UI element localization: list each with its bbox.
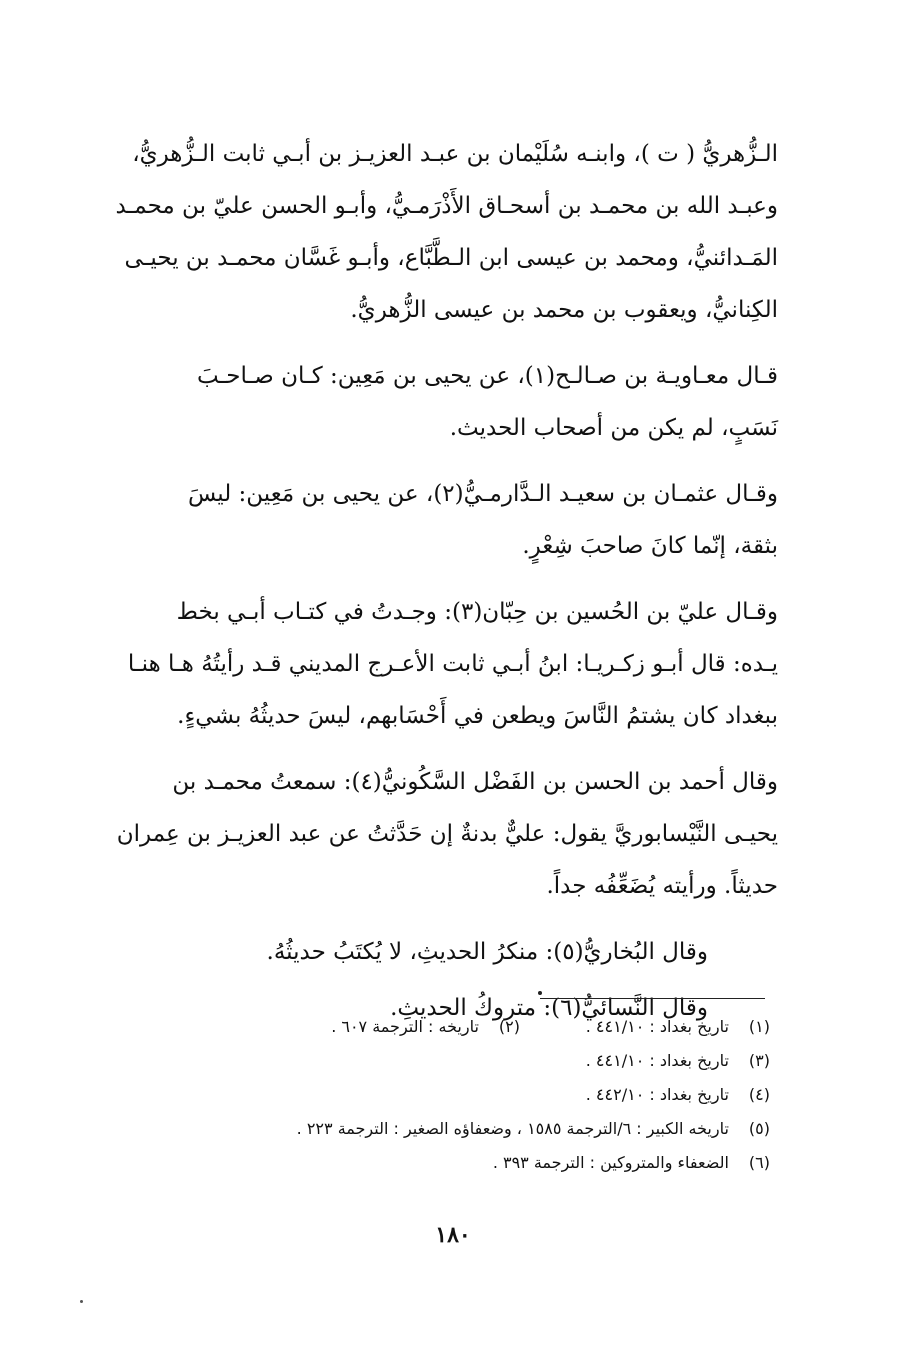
text-line: وقال النَّسائيُّ(٦): متروكُ الحديثِ. bbox=[390, 995, 708, 1021]
paragraph-6 bbox=[70, 926, 778, 978]
text-line: الـزُّهريُّ ( ت )، وابنـه سُلَيْمان بن عبـد العزيـز بن أبـي ثابت الـزُّهريُّ، bbox=[132, 141, 778, 167]
scan-speck bbox=[80, 1300, 83, 1303]
footnote-number: (٥) bbox=[748, 1119, 770, 1138]
footnote-separator bbox=[540, 998, 765, 999]
footnote-number: (٦) bbox=[748, 1153, 770, 1172]
footnote-number: (٣) bbox=[748, 1051, 770, 1070]
footnote-number: (٤) bbox=[748, 1085, 770, 1104]
footnote-1 bbox=[586, 1010, 770, 1044]
paragraph-1 bbox=[70, 128, 778, 336]
text-line: يحيـى النَّيْسابوريَّ يقول: عليٌّ بدنةٌ إن حَدَّثتُ عن عبد العزيـز بن عِمران bbox=[116, 821, 778, 847]
footnote-text: الضعفاء والمتروكين : الترجمة ٣٩٣ . bbox=[492, 1153, 729, 1172]
footnote-rule-dot bbox=[538, 991, 542, 995]
paragraph-3 bbox=[70, 468, 778, 572]
footnote-4 bbox=[586, 1078, 770, 1112]
paragraph-4 bbox=[70, 586, 778, 742]
footnote-text: تاريخ بغداد : ٤٤٢/١٠ . bbox=[585, 1085, 729, 1104]
footnote-number: (١) bbox=[748, 1017, 770, 1036]
footnote-number: (٢) bbox=[498, 1017, 520, 1036]
footnotes bbox=[150, 1010, 770, 1180]
footnote-row bbox=[150, 1010, 770, 1044]
paragraph-2 bbox=[70, 350, 778, 454]
paragraph-5 bbox=[70, 756, 778, 912]
text-line: وقـال عليّ بن الحُسين بن حِبّان(٣): وجـدتُ في كتـاب أبـي بخط bbox=[176, 599, 778, 625]
footnote-text: تاريخه الكبير : ٦/الترجمة ١٥٨٥ ، وضعفاؤه الصغير : الترجمة ٢٢٣ . bbox=[296, 1119, 729, 1138]
text-line: قـال معـاويـة بن صـالـح(١)، عن يحيى بن مَعِين: كـان صـاحـبَ bbox=[196, 363, 778, 389]
text-line: نَسَبٍ، لم يكن من أصحاب الحديث. bbox=[449, 415, 778, 441]
page-number: ١٨٠ bbox=[435, 1222, 471, 1248]
text-line: وقـال عثمـان بن سعيـد الـدَّارمـيُّ(٢)، عن يحيى بن مَعِين: ليسَ bbox=[187, 481, 778, 507]
footnote-text: تاريخه : الترجمة ٦٠٧ . bbox=[331, 1017, 479, 1036]
footnote-2 bbox=[331, 1010, 520, 1044]
text-line: يـده: قال أبـو زكـريـا: ابنُ أبـي ثابت الأعـرج المديني قـد رأيتُهُ هـا هنـا bbox=[127, 651, 778, 677]
main-text bbox=[70, 128, 778, 1034]
text-line: الكِنانيُّ، ويعقوب بن محمد بن عيسى الزُّهريُّ. bbox=[350, 297, 778, 323]
text-line: المَـدائنيُّ، ومحمد بن عيسى ابن الـطَّبَّاع، وأبـو غَسَّان محمـد بن يحيـى bbox=[124, 245, 778, 271]
footnote-6 bbox=[493, 1146, 770, 1180]
footnote-row bbox=[150, 1044, 770, 1078]
text-line: وقال البُخاريُّ(٥): منكرُ الحديثِ، لا يُكتَبُ حديثُهُ. bbox=[266, 939, 708, 965]
footnote-5 bbox=[297, 1112, 770, 1146]
footnote-3 bbox=[586, 1044, 770, 1078]
text-line: بثقة، إنّما كانَ صاحبَ شِعْرٍ. bbox=[522, 533, 778, 559]
footnote-text: تاريخ بغداد : ٤٤١/١٠ . bbox=[585, 1051, 729, 1070]
text-line: ببغداد كان يشتمُ النَّاسَ ويطعن في أَحْسَابهم، ليسَ حديثُهُ بشيءٍ. bbox=[177, 703, 778, 729]
text-line: وقال أحمد بن الحسن بن الفَضْل السَّكُونيُّ(٤): سمعتُ محمـد بن bbox=[172, 769, 778, 795]
footnote-row bbox=[150, 1112, 770, 1146]
text-line: حديثاً. ورأيته يُضَعِّفُه جداً. bbox=[546, 873, 778, 899]
footnote-row bbox=[150, 1078, 770, 1112]
text-line: وعبـد الله بن محمـد بن أسحـاق الأَذْرَمـيُّ، وأبـو الحسن عليّ بن محمـد bbox=[115, 193, 778, 219]
footnote-row bbox=[150, 1146, 770, 1180]
footnote-text: تاريخ بغداد : ٤٤١/١٠ . bbox=[585, 1017, 729, 1036]
